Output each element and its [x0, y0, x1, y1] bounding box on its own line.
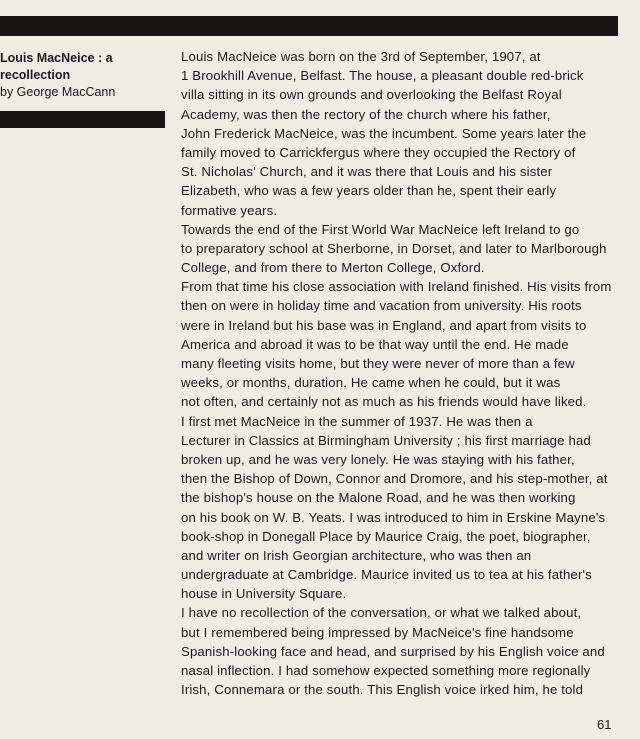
text-line: broken up, and he was very lonely. He was staying with his father, [181, 451, 575, 467]
text-line: were in Ireland but his base was in England, and apart from visits to [181, 317, 587, 333]
text-line: Academy, was then the rectory of the church where his father, [181, 106, 551, 122]
text-line: but I remembered being impressed by MacNeice's fine handsome [181, 624, 574, 640]
text-line: From that time his close association with Ireland finished. His visits from [181, 279, 612, 295]
text-line: formative years. [181, 202, 278, 218]
text-line: Lecturer in Classics at Birmingham University ; his first marriage had [181, 432, 591, 448]
text-line: St. Nicholas' Church, and it was there that Louis and his sister [181, 164, 553, 180]
top-rule [0, 16, 618, 36]
text-line: on his book on W. B. Yeats. I was introduced to him in Erskine Mayne's [181, 509, 606, 525]
text-line: book-shop in Donegall Place by Maurice Craig, the poet, biographer, [181, 528, 591, 544]
text-line: undergraduate at Cambridge. Maurice invited us to tea at his father's [181, 567, 592, 583]
text-line: Irish, Connemara or the south. This English voice irked him, he told [181, 682, 584, 698]
text-line: Towards the end of the First World War MacNeice left Ireland to go [181, 221, 580, 237]
text-line: weeks, or months, duration. He came when he could, but it was [181, 375, 561, 391]
text-line: the bishop's house on the Malone Road, and he was then working [181, 490, 576, 506]
text-line: then on were in holiday time and vacation from university. His roots [181, 298, 582, 314]
text-line: I have no recollection of the conversation, or what we talked about, [181, 605, 582, 621]
text-line: family moved to Carrickfergus where they occupied the Rectory of [181, 144, 576, 160]
text-line: America and abroad it was to be that way until the end. He made [181, 336, 569, 352]
text-line: many fleeting visits home, but they were never of more than a few [181, 356, 575, 371]
text-line: not often, and certainly not as much as his friends would have liked. [181, 394, 587, 410]
article-body [181, 47, 621, 699]
text-line: house in University Square. [181, 586, 347, 602]
text-line: and writer on Irish Georgian architecture, who was then an [181, 547, 532, 563]
text-line: villa sitting in its own grounds and overlooking the Belfast Royal [181, 87, 562, 103]
sidebar-rule [0, 111, 165, 128]
text-line: 1 Brookhill Avenue, Belfast. The house, a pleasant double red-brick [181, 68, 584, 84]
text-line: then the Bishop of Down, Connor and Dromore, and his step-mother, at [181, 471, 608, 487]
text-line: Spanish-looking face and head, and surprised by his English voice and [181, 643, 605, 659]
text-line: John Frederick MacNeice, was the incumbent. Some years later the [181, 125, 587, 141]
text-line: Elizabeth, who was a few years older than he, spent their early [181, 183, 557, 199]
author-byline: by George MacCann [0, 85, 116, 99]
article-title: Louis MacNeice : a recollection [0, 51, 113, 82]
page-number: 61 [597, 717, 612, 732]
text-line: Louis MacNeice was born on the 3rd of September, 1907, at [181, 49, 541, 64]
text-line: nasal inflection. I had somehow expected something more regionally [181, 663, 591, 678]
text-line: to preparatory school at Sherborne, in Dorset, and later to Marlborough [181, 240, 607, 256]
text-line: College, and from there to Merton College, Oxford. [181, 260, 485, 276]
sidebar [0, 50, 172, 101]
text-line: I first met MacNeice in the summer of 1937. He was then a [181, 413, 533, 429]
